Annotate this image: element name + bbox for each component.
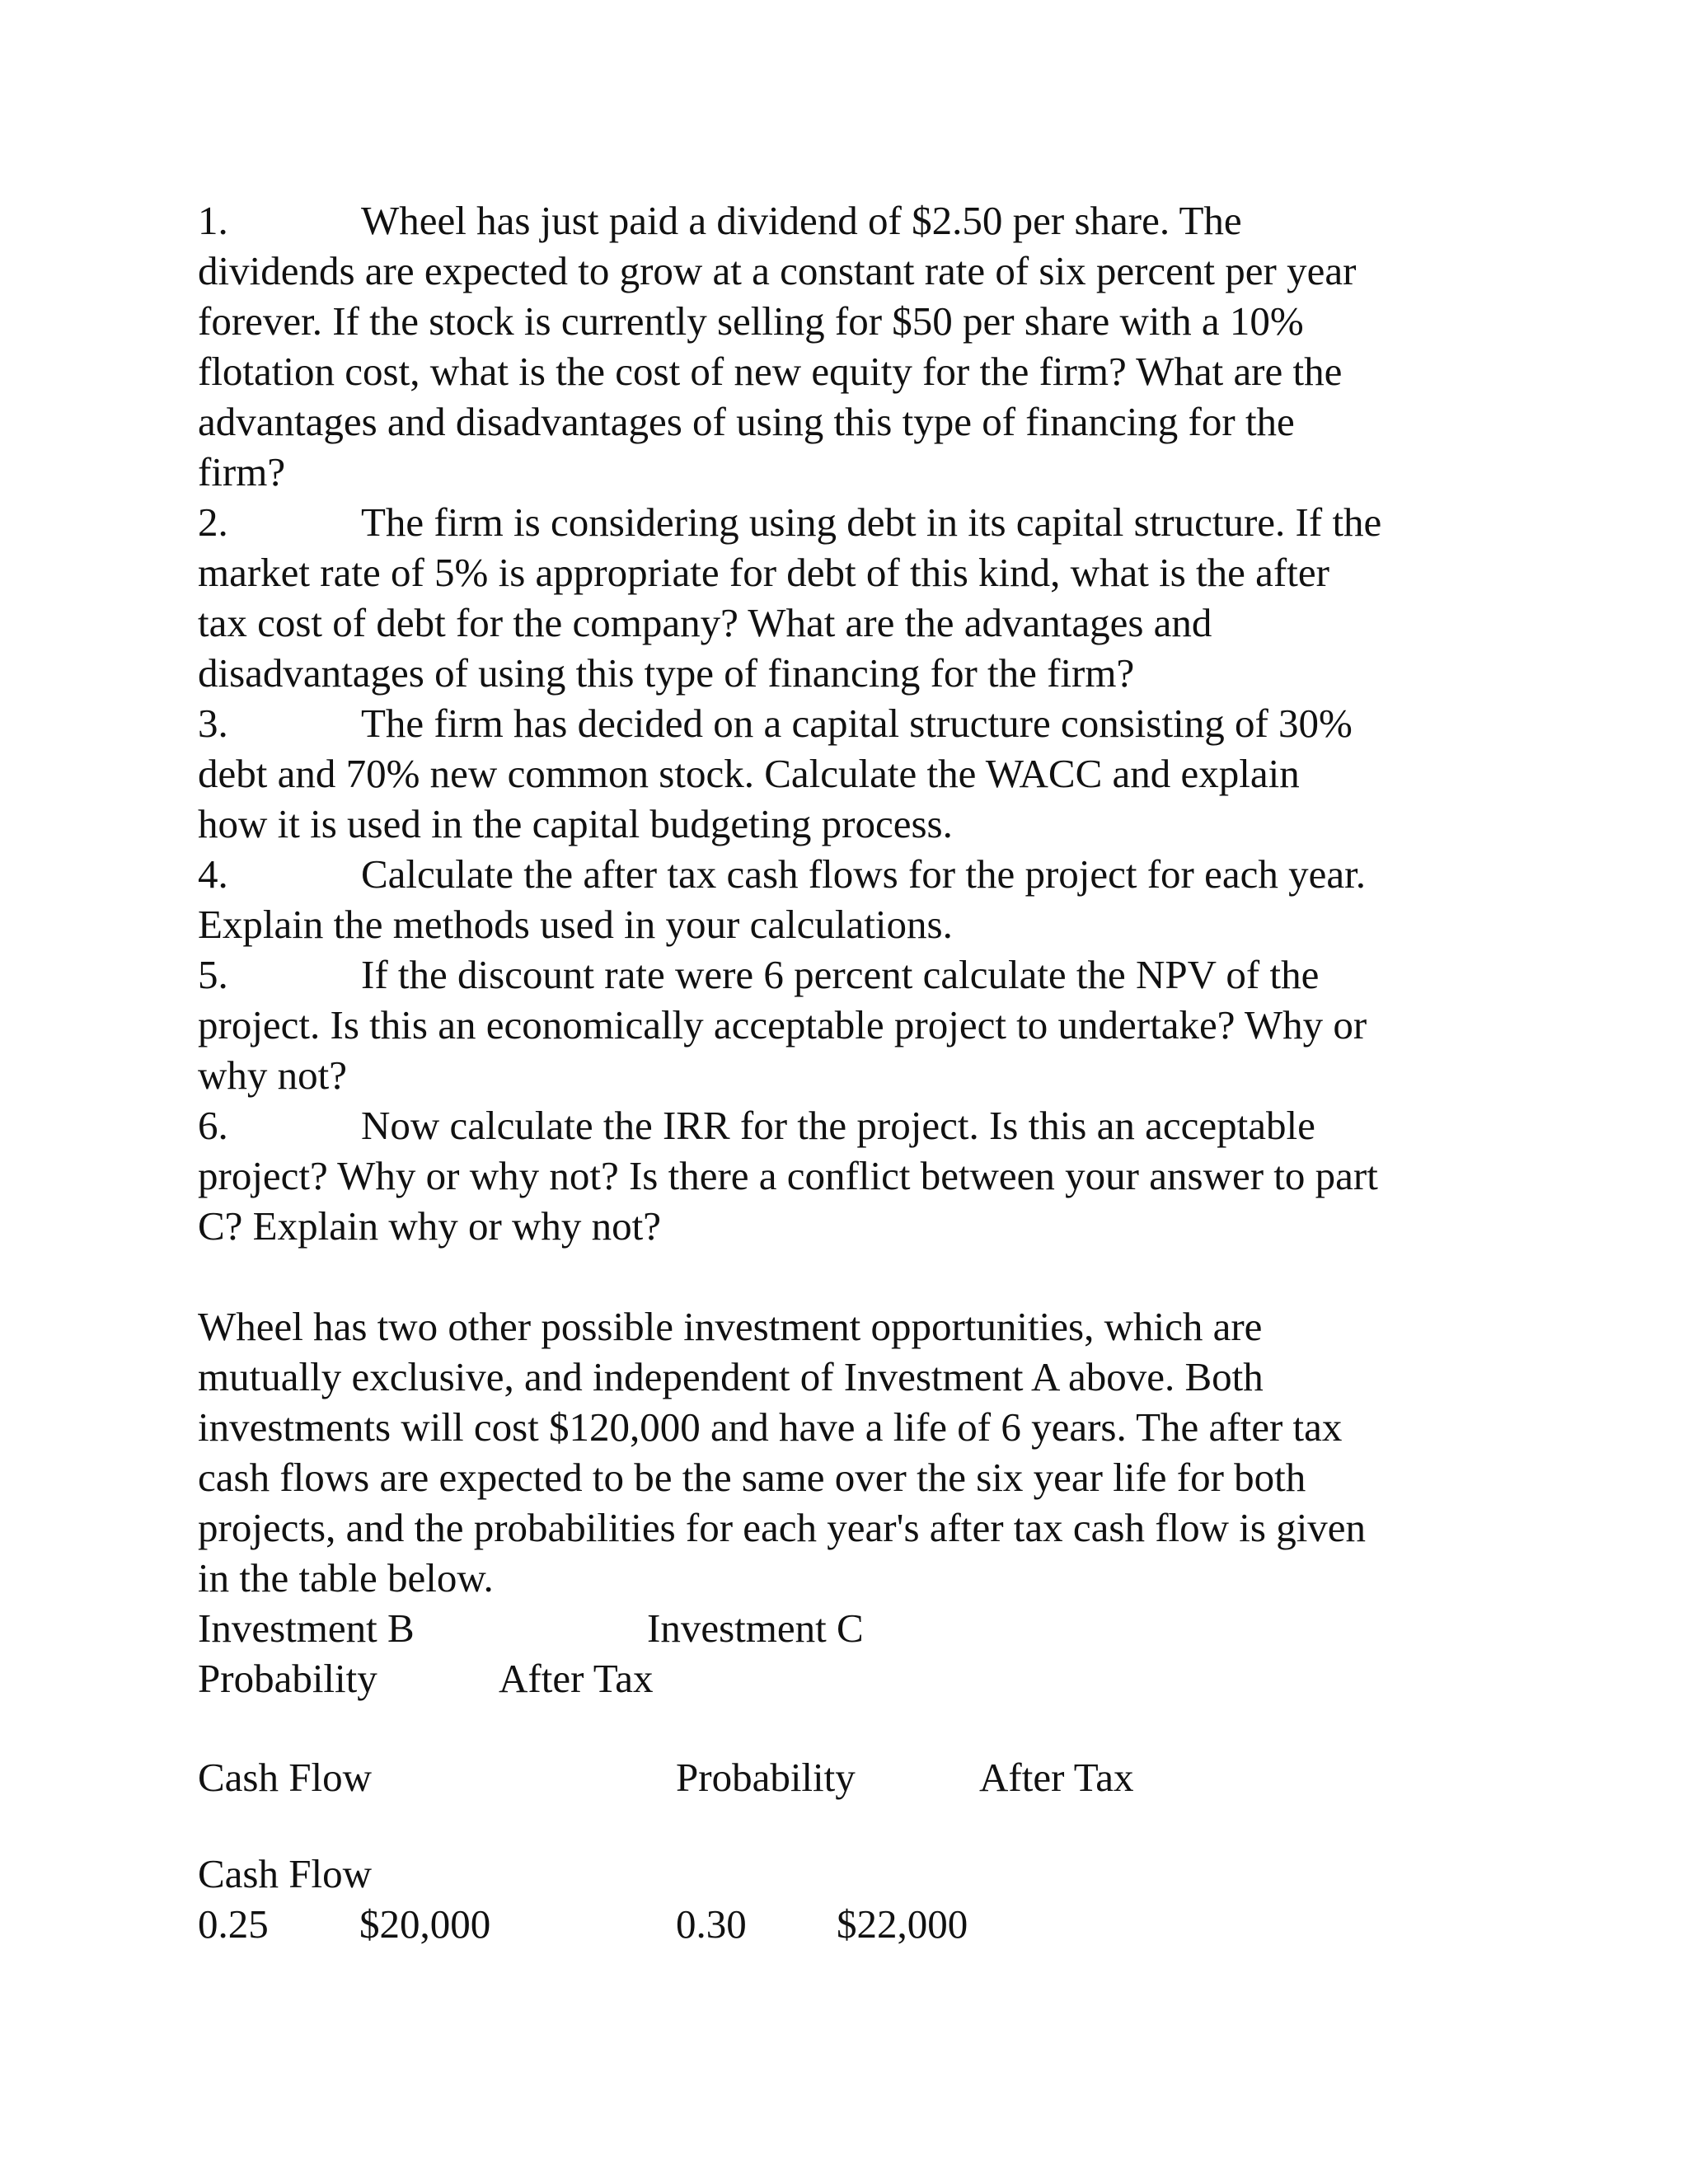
paragraph-line-4: cash flows are expected to be the same over the six year life for both [198,1455,1306,1500]
investment-c-heading: Investment C [647,1605,864,1651]
question-1-number: 1. [198,198,228,243]
investment-b-heading: Investment B [198,1605,415,1651]
question-1-line-3: forever. If the stock is currently selling for $50 per share with a 10% [198,298,1304,344]
investment-b-after-tax-header: After Tax [499,1656,654,1701]
question-3-line-1 [198,699,1353,748]
paragraph-line-6: in the table below. [198,1555,494,1601]
investment-c-probability-header: Probability [676,1755,856,1800]
question-4-number: 4. [198,851,228,897]
paragraph-line-2: mutually exclusive, and independent of Investment A above. Both [198,1354,1264,1399]
question-1-line-1 [198,196,1242,246]
question-3-number: 3. [198,701,228,746]
question-2-line-3: tax cost of debt for the company? What are the advantages and [198,600,1212,645]
question-5-line-2: project. Is this an economically acceptable project to undertake? Why or [198,1002,1367,1047]
question-3-text: The firm has decided on a capital structure consisting of 30% [361,701,1353,746]
paragraph-line-5: projects, and the probabilities for each year's after tax cash flow is given [198,1505,1367,1550]
question-3-line-3: how it is used in the capital budgeting process. [198,801,953,846]
question-6-text: Now calculate the IRR for the project. Is this an acceptable [361,1103,1315,1148]
question-6-number: 6. [198,1103,228,1148]
question-5-line-3: why not? [198,1052,347,1098]
question-5-number: 5. [198,952,228,997]
row-1-c-probability: 0.30 [676,1901,747,1947]
row-1-b-cash-flow: $20,000 [359,1901,491,1947]
question-1-line-5: advantages and disadvantages of using this type of financing for the [198,399,1295,444]
question-1-text: Wheel has just paid a dividend of $2.50 per share. The [361,198,1242,243]
question-4-text: Calculate the after tax cash flows for the project for each year. [361,851,1366,897]
paragraph-line-3: investments will cost $120,000 and have a life of 6 years. The after tax [198,1404,1343,1450]
question-3-line-2: debt and 70% new common stock. Calculate the WACC and explain [198,751,1300,796]
paragraph-line-1: Wheel has two other possible investment opportunities, which are [198,1304,1263,1349]
investment-c-cash-flow-header: Cash Flow [198,1851,373,1896]
question-5-line-1 [198,950,1319,1000]
question-2-line-4: disadvantages of using this type of financing for the firm? [198,650,1135,696]
question-6-line-2: project? Why or why not? Is there a conflict between your answer to part [198,1153,1378,1198]
question-2-line-2: market rate of 5% is appropriate for debt of this kind, what is the after [198,550,1329,595]
question-6-line-1 [198,1101,1315,1151]
question-1-line-2: dividends are expected to grow at a constant rate of six percent per year [198,248,1357,293]
investment-b-probability-header: Probability [198,1656,377,1701]
question-1-line-6: firm? [198,449,286,494]
question-5-text: If the discount rate were 6 percent calculate the NPV of the [361,952,1320,997]
row-1-c-cash-flow: $22,000 [837,1901,968,1947]
question-4-line-1 [198,850,1366,899]
question-2-line-1 [198,498,1381,547]
question-2-number: 2. [198,499,228,545]
investment-b-cash-flow-header: Cash Flow [198,1755,373,1800]
investment-c-after-tax-header: After Tax [979,1755,1134,1800]
row-1-b-probability: 0.25 [198,1901,269,1947]
question-1-line-4: flotation cost, what is the cost of new equity for the firm? What are the [198,349,1343,394]
question-2-text: The firm is considering using debt in its capital structure. If the [361,499,1382,545]
question-4-line-2: Explain the methods used in your calculations. [198,902,953,947]
question-6-line-3: C? Explain why or why not? [198,1203,662,1249]
